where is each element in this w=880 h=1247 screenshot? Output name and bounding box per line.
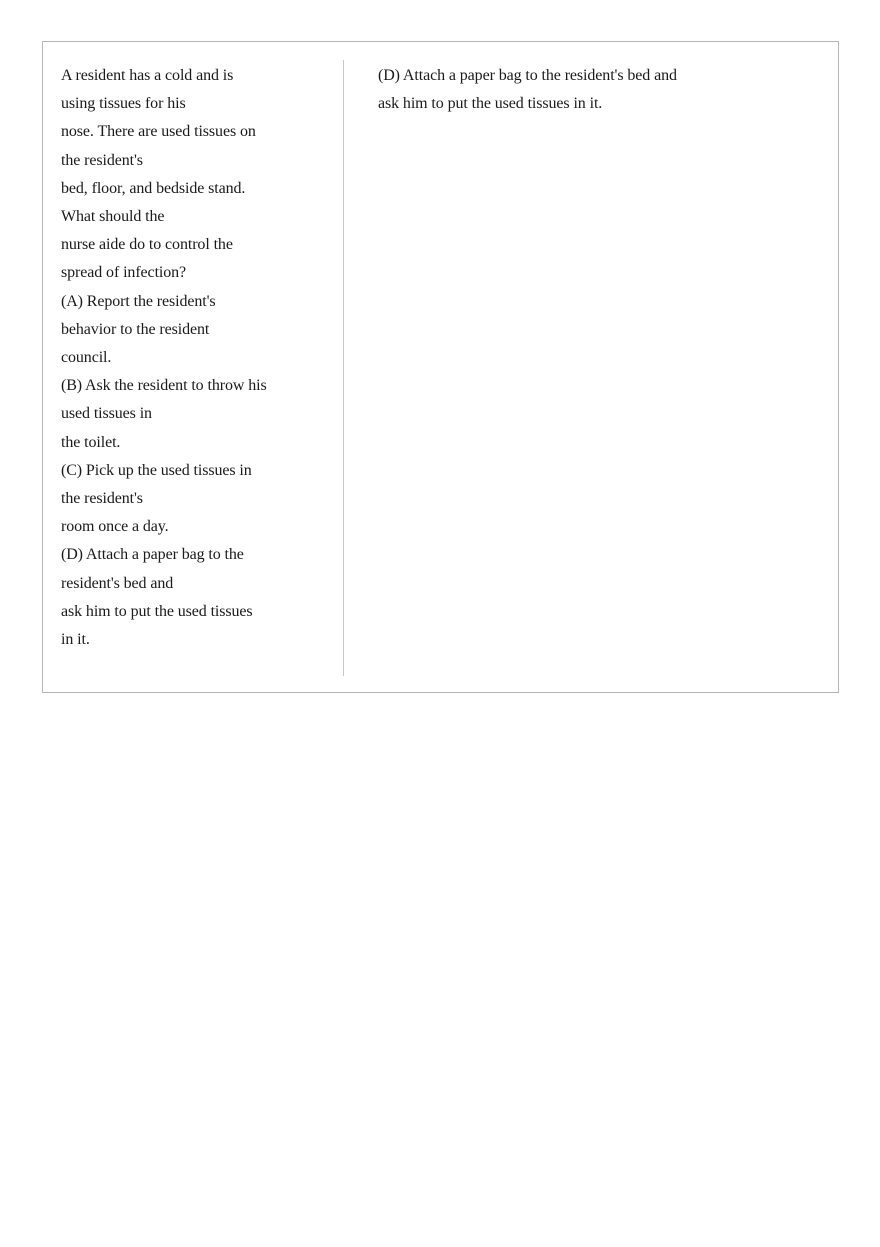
option-a-line: council. — [61, 349, 112, 367]
question-line: nose. There are used tissues on — [61, 123, 256, 141]
option-d-line: (D) Attach a paper bag to the — [61, 546, 244, 564]
column-divider — [343, 60, 344, 676]
question-line: nurse aide do to control the — [61, 236, 233, 254]
option-c-line: (C) Pick up the used tissues in — [61, 461, 252, 479]
option-c-line: the resident's — [61, 490, 143, 508]
question-line: the resident's — [61, 151, 143, 169]
option-d-line: in it. — [61, 631, 90, 649]
option-c-line: room once a day. — [61, 518, 169, 536]
option-d-line: resident's bed and — [61, 574, 174, 592]
answer-column — [378, 62, 818, 118]
answer-line: ask him to put the used tissues in it. — [378, 95, 603, 113]
answer-line: (D) Attach a paper bag to the resident's bed and — [378, 67, 677, 84]
option-d-line: ask him to put the used tissues — [61, 602, 253, 620]
question-line: using tissues for his — [61, 95, 186, 113]
question-line: bed, floor, and bedside stand. — [61, 179, 246, 197]
question-line: What should the — [61, 208, 165, 226]
question-column — [61, 62, 326, 654]
option-a-line: behavior to the resident — [61, 320, 210, 338]
question-line: A resident has a cold and is — [61, 67, 234, 84]
option-b-line: (B) Ask the resident to throw his — [61, 377, 267, 395]
option-b-line: the toilet. — [61, 433, 121, 451]
option-a-line: (A) Report the resident's — [61, 292, 216, 310]
option-b-line: used tissues in — [61, 405, 152, 423]
question-line: spread of infection? — [61, 264, 187, 282]
